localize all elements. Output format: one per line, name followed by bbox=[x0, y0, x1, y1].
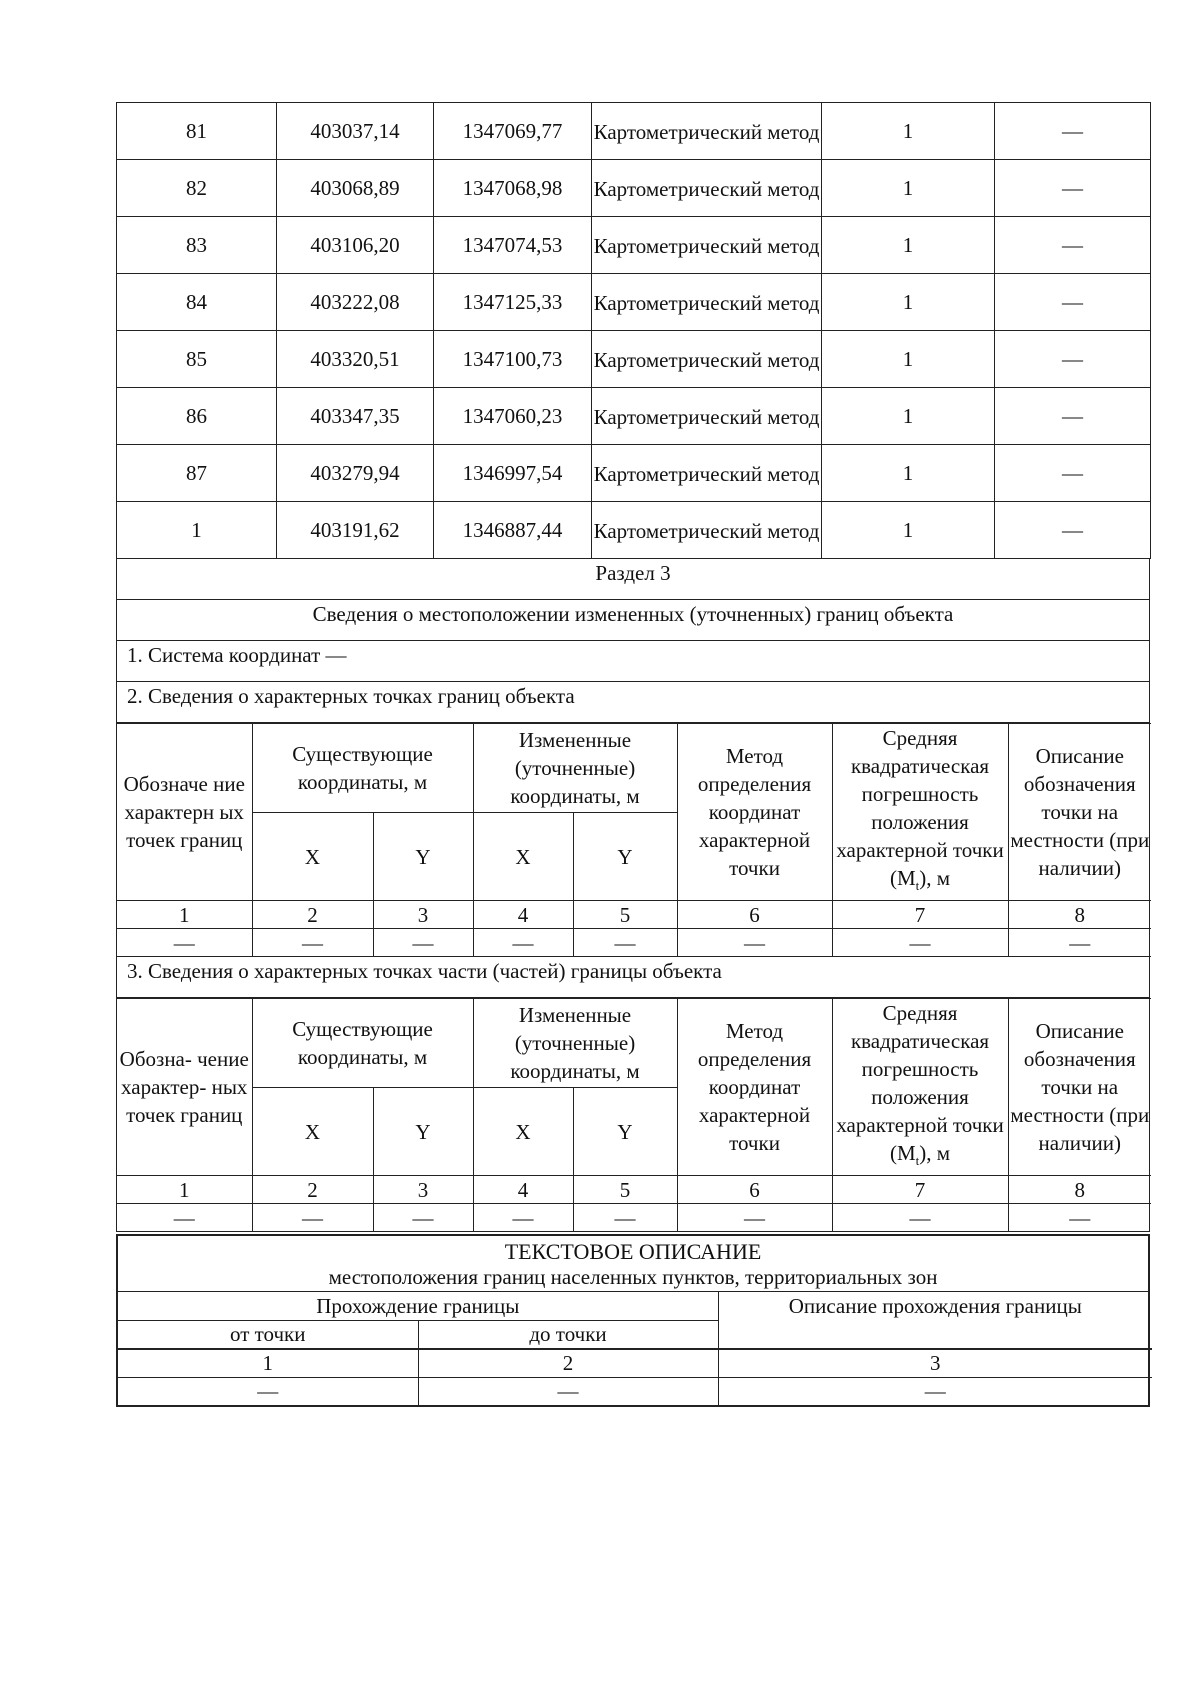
coord-x: 403068,89 bbox=[277, 160, 434, 217]
dash-cell: — bbox=[573, 929, 677, 957]
header-changed-coords: Измененные (уточненные) координаты, м bbox=[473, 999, 677, 1088]
text-description-table bbox=[118, 1292, 1152, 1405]
col-number: 4 bbox=[473, 901, 573, 929]
coord-y: 1347069,77 bbox=[434, 103, 592, 160]
header-point-designation: Обозна- чение характер- ных точек границ bbox=[117, 999, 252, 1176]
col-number: 6 bbox=[677, 1176, 832, 1204]
points-table bbox=[116, 102, 1151, 559]
header-method: Метод определения координат характерной точки bbox=[677, 724, 832, 901]
point-description: — bbox=[995, 274, 1151, 331]
coord-y: 1346887,44 bbox=[434, 502, 592, 559]
header-existing-coords: Существующие координаты, м bbox=[252, 724, 473, 813]
accuracy: 1 bbox=[822, 502, 995, 559]
dash-cell: — bbox=[473, 1204, 573, 1232]
col-number: 4 bbox=[473, 1176, 573, 1204]
point-number: 86 bbox=[117, 388, 277, 445]
col-number: 2 bbox=[418, 1349, 718, 1378]
point-number: 1 bbox=[117, 502, 277, 559]
dash-cell: — bbox=[118, 1377, 418, 1405]
dash-cell: — bbox=[832, 929, 1008, 957]
section-subtitle: Сведения о местоположении измененных (уточненных) границ объекта bbox=[117, 600, 1149, 641]
method: Картометрический метод bbox=[592, 160, 822, 217]
col-number: 6 bbox=[677, 901, 832, 929]
table-row bbox=[117, 160, 1151, 217]
point-number: 81 bbox=[117, 103, 277, 160]
header-passage: Прохождение границы bbox=[118, 1292, 718, 1320]
accuracy: 1 bbox=[822, 103, 995, 160]
dash-cell: — bbox=[1008, 1204, 1151, 1232]
coord-x: 403037,14 bbox=[277, 103, 434, 160]
col-number: 1 bbox=[118, 1349, 418, 1378]
coord-system-line: 1. Система координат — bbox=[117, 641, 1149, 682]
coord-y: 1347068,98 bbox=[434, 160, 592, 217]
header-y-existing: Y bbox=[373, 813, 473, 901]
coord-y: 1347074,53 bbox=[434, 217, 592, 274]
header-to-point: до точки bbox=[418, 1320, 718, 1349]
method: Картометрический метод bbox=[592, 274, 822, 331]
table-row bbox=[117, 217, 1151, 274]
header-error-text: Средняя квадратическая погрешность положения характерной точки (M bbox=[836, 726, 1004, 890]
col-number: 1 bbox=[117, 901, 252, 929]
table-row bbox=[117, 331, 1151, 388]
point-description: — bbox=[995, 502, 1151, 559]
method: Картометрический метод bbox=[592, 388, 822, 445]
text-description-subtitle: местоположения границ населенных пунктов, территориальных зон bbox=[328, 1265, 938, 1290]
table-row bbox=[117, 274, 1151, 331]
accuracy: 1 bbox=[822, 217, 995, 274]
text-description-title: ТЕКСТОВОЕ ОПИСАНИЕ bbox=[504, 1239, 762, 1265]
method: Картометрический метод bbox=[592, 103, 822, 160]
coord-x: 403222,08 bbox=[277, 274, 434, 331]
method: Картометрический метод bbox=[592, 331, 822, 388]
dash-cell: — bbox=[677, 1204, 832, 1232]
part3-title: 3. Сведения о характерных точках части (частей) границы объекта bbox=[117, 957, 1149, 998]
header-x-existing: X bbox=[252, 813, 373, 901]
coord-y: 1347060,23 bbox=[434, 388, 592, 445]
header-description: Описание обозначения точки на местности (при наличии) bbox=[1008, 724, 1151, 901]
method: Картометрический метод bbox=[592, 217, 822, 274]
method: Картометрический метод bbox=[592, 502, 822, 559]
table-part2 bbox=[117, 723, 1151, 957]
accuracy: 1 bbox=[822, 388, 995, 445]
header-x-existing: X bbox=[252, 1088, 373, 1176]
header-changed-coords: Измененные (уточненные) координаты, м bbox=[473, 724, 677, 813]
point-description: — bbox=[995, 160, 1151, 217]
col-number: 2 bbox=[252, 1176, 373, 1204]
point-number: 84 bbox=[117, 274, 277, 331]
coord-x: 403320,51 bbox=[277, 331, 434, 388]
col-number: 1 bbox=[117, 1176, 252, 1204]
point-description: — bbox=[995, 331, 1151, 388]
header-error-text: Средняя квадратическая погрешность положения характерной точки (M bbox=[836, 1001, 1004, 1166]
col-number: 5 bbox=[573, 1176, 677, 1204]
header-error-unit: ), м bbox=[919, 1141, 951, 1166]
header-passage-description: Описание прохождения границы bbox=[718, 1292, 1152, 1349]
point-description: — bbox=[995, 445, 1151, 502]
dash-cell: — bbox=[718, 1377, 1152, 1405]
header-y-existing: Y bbox=[373, 1088, 473, 1176]
table-row bbox=[117, 103, 1151, 160]
table-row bbox=[117, 502, 1151, 559]
header-point-designation: Обозначе ние характерн ых точек границ bbox=[117, 724, 252, 901]
section-title: Раздел 3 bbox=[117, 559, 1149, 600]
accuracy: 1 bbox=[822, 331, 995, 388]
table-part3 bbox=[117, 998, 1151, 1231]
text-description bbox=[116, 1234, 1150, 1407]
dash-cell: — bbox=[117, 1204, 252, 1232]
coord-x: 403106,20 bbox=[277, 217, 434, 274]
text-description-header bbox=[118, 1236, 1148, 1292]
accuracy: 1 bbox=[822, 160, 995, 217]
part2-title: 2. Сведения о характерных точках границ объекта bbox=[117, 682, 1149, 723]
col-number: 8 bbox=[1008, 1176, 1151, 1204]
header-x-changed: X bbox=[473, 813, 573, 901]
header-description: Описание обозначения точки на местности (при наличии) bbox=[1008, 999, 1151, 1176]
dash-cell: — bbox=[573, 1204, 677, 1232]
dash-cell: — bbox=[117, 929, 252, 957]
point-number: 82 bbox=[117, 160, 277, 217]
header-method: Метод определения координат характерной точки bbox=[677, 999, 832, 1176]
method: Картометрический метод bbox=[592, 445, 822, 502]
dash-cell: — bbox=[252, 929, 373, 957]
header-error bbox=[832, 999, 1008, 1176]
dash-cell: — bbox=[418, 1377, 718, 1405]
col-number: 3 bbox=[373, 1176, 473, 1204]
header-error-sub: t bbox=[915, 878, 920, 894]
header-from-point: от точки bbox=[118, 1320, 418, 1349]
table-row bbox=[117, 445, 1151, 502]
point-description: — bbox=[995, 103, 1151, 160]
col-number: 8 bbox=[1008, 901, 1151, 929]
points-table-body bbox=[117, 103, 1151, 559]
col-number: 7 bbox=[832, 901, 1008, 929]
coord-x: 403191,62 bbox=[277, 502, 434, 559]
col-number: 3 bbox=[718, 1349, 1152, 1378]
dash-cell: — bbox=[1008, 929, 1151, 957]
point-number: 85 bbox=[117, 331, 277, 388]
table-row bbox=[117, 388, 1151, 445]
point-number: 87 bbox=[117, 445, 277, 502]
accuracy: 1 bbox=[822, 274, 995, 331]
dash-cell: — bbox=[677, 929, 832, 957]
header-error bbox=[832, 724, 1008, 901]
coord-x: 403347,35 bbox=[277, 388, 434, 445]
coord-y: 1346997,54 bbox=[434, 445, 592, 502]
document-page bbox=[116, 102, 1150, 1407]
dash-cell: — bbox=[473, 929, 573, 957]
col-number: 5 bbox=[573, 901, 677, 929]
col-number: 3 bbox=[373, 901, 473, 929]
header-error-unit: ), м bbox=[919, 866, 951, 890]
header-error-sub: t bbox=[915, 1153, 920, 1169]
point-description: — bbox=[995, 388, 1151, 445]
dash-cell: — bbox=[373, 1204, 473, 1232]
header-x-changed: X bbox=[473, 1088, 573, 1176]
accuracy: 1 bbox=[822, 445, 995, 502]
coord-y: 1347125,33 bbox=[434, 274, 592, 331]
header-y-changed: Y bbox=[573, 1088, 677, 1176]
point-description: — bbox=[995, 217, 1151, 274]
coord-y: 1347100,73 bbox=[434, 331, 592, 388]
dash-cell: — bbox=[373, 929, 473, 957]
header-y-changed: Y bbox=[573, 813, 677, 901]
section-3 bbox=[116, 559, 1150, 1232]
dash-cell: — bbox=[252, 1204, 373, 1232]
coord-x: 403279,94 bbox=[277, 445, 434, 502]
point-number: 83 bbox=[117, 217, 277, 274]
col-number: 7 bbox=[832, 1176, 1008, 1204]
header-existing-coords: Существующие координаты, м bbox=[252, 999, 473, 1088]
dash-cell: — bbox=[832, 1204, 1008, 1232]
col-number: 2 bbox=[252, 901, 373, 929]
